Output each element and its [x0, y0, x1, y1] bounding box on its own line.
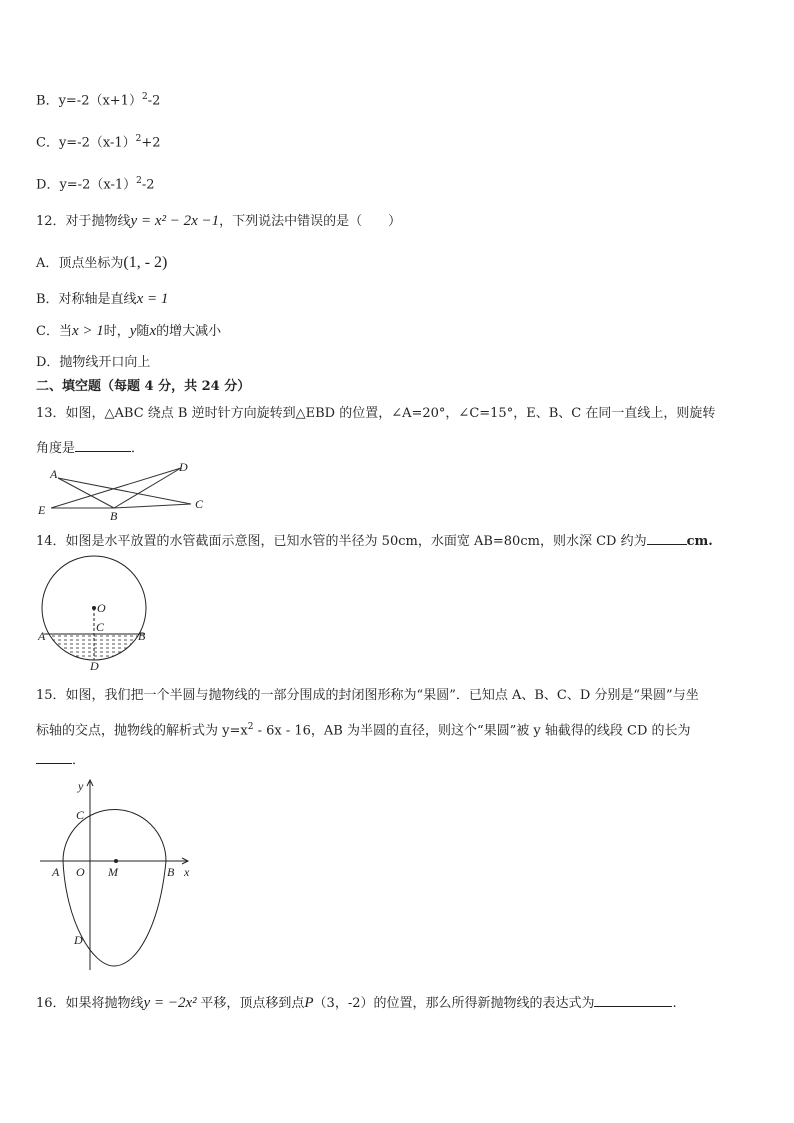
- pipe-figure-q14: [34, 554, 158, 674]
- answer-blank-13[interactable]: [75, 438, 131, 452]
- label-a: A: [50, 467, 58, 481]
- answer-blank-14[interactable]: [647, 531, 687, 545]
- question-12: 12．对于抛物线y = x² − 2x −1，下列说法中错误的是（ ）: [36, 213, 402, 229]
- question-14: 14．如图是水平放置的水管截面示意图，已知水管的半径为 50cm，水面宽 AB=80cm，则水深 CD 约为 cm.: [36, 531, 713, 551]
- label-c: C: [195, 497, 204, 511]
- label-c: C: [76, 808, 85, 822]
- label-d: D: [74, 933, 83, 947]
- label-a: A: [38, 629, 46, 643]
- option-c-q11: C．$y=-2(x-1)^2+2$: [36, 134, 161, 151]
- label-o: O: [97, 601, 106, 615]
- option-d-q12: D．抛物线开口向上: [36, 355, 151, 370]
- question-13-line1: 13．如图，△ABC 绕点 B 逆时针方向旋转到△EBD 的位置，∠A=20°，∠C=15°，E、B、C 在同一直线上，则旋转: [36, 406, 716, 421]
- question-15-line1: 15．如图，我们把一个半圆与抛物线的一部分围成的封闭图形称为“果圆”．已知点 A、B、C、D 分别是“果圆”与坐: [36, 688, 699, 703]
- label-x: x: [184, 865, 190, 879]
- label-c: C: [96, 620, 105, 634]
- label-d: D: [90, 659, 99, 673]
- option-b-q12: B．对称轴是直线x = 1: [36, 291, 169, 307]
- option-d-q11: D．$y=-2(x-1)^2-2$: [36, 176, 155, 193]
- option-b-q11: B．$y=-2(x+1)^2-2$: [36, 92, 161, 109]
- label-b: B: [167, 865, 175, 879]
- label-d: D: [179, 460, 188, 474]
- label-m: M: [108, 865, 118, 879]
- label-o: O: [76, 865, 85, 879]
- answer-blank-16[interactable]: [594, 993, 672, 1007]
- option-c-q12: C．当x > 1时，y随x的增大减小: [36, 323, 222, 339]
- answer-blank-15[interactable]: [36, 750, 72, 764]
- label-b: B: [110, 509, 118, 522]
- section-title: 二、填空题（每题 4 分，共 24 分）: [36, 379, 251, 394]
- label-y: y: [78, 779, 84, 793]
- fruit-circle-figure-q15: [38, 778, 198, 973]
- question-15-line2: 标轴的交点，抛物线的解析式为 $y=x^2 - 6x - 16$，AB 为半圆的直径，则这个“果圆”被 y 轴截得的线段 CD 的长为: [36, 722, 691, 739]
- question-15-line3: ．: [36, 750, 85, 770]
- label-a: A: [52, 865, 60, 879]
- question-16: 16．如果将抛物线y = −2x² 平移，顶点移到点P（3，-2）的位置，那么所得新抛物线的表达式为 .: [36, 995, 677, 1011]
- triangle-figure-q13: [36, 458, 216, 522]
- label-b: B: [138, 629, 146, 643]
- label-e: E: [38, 503, 46, 517]
- question-13-line2: 角度是 ．: [36, 438, 144, 458]
- option-a-q12: A．顶点坐标为(1, - 2): [36, 254, 168, 271]
